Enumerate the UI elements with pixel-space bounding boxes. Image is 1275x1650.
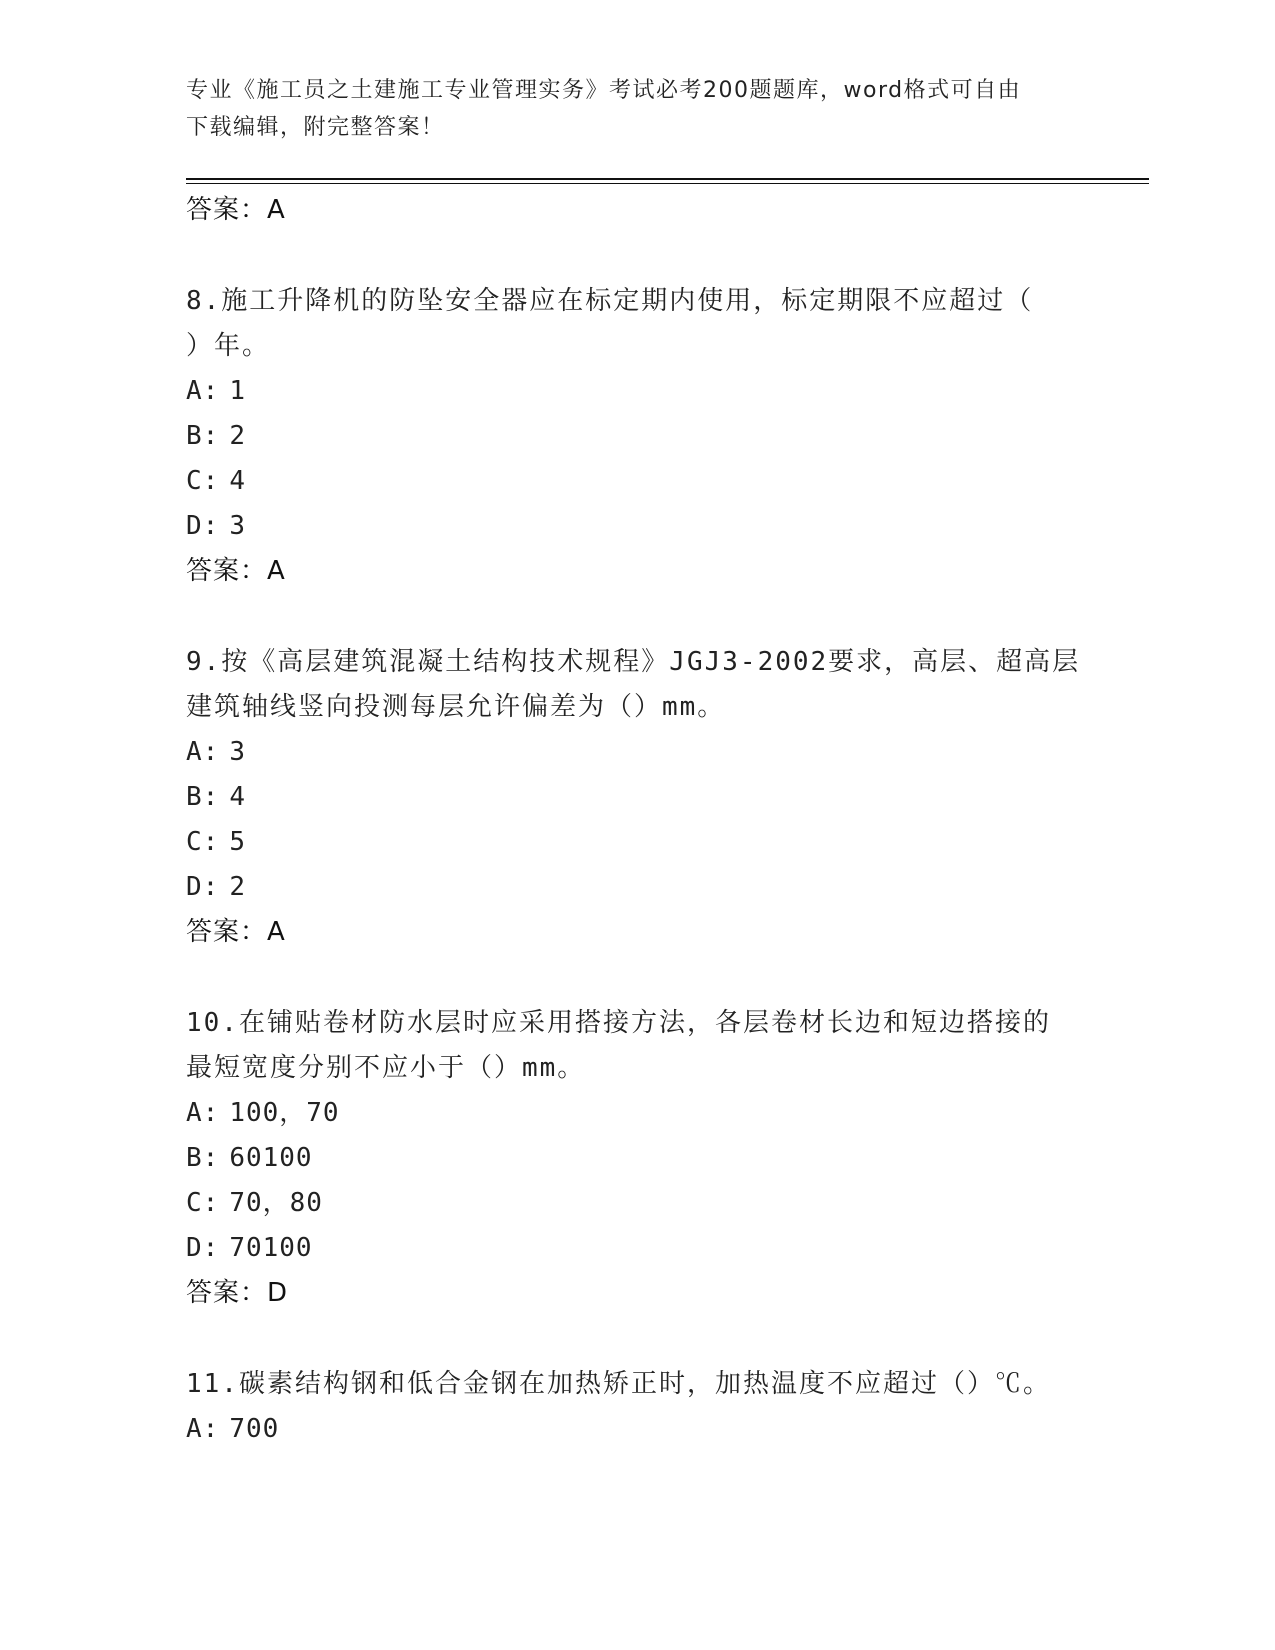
question-8 [186, 279, 1086, 594]
option-b [186, 1136, 1086, 1181]
option-label: A: [186, 1414, 220, 1444]
option-c [186, 1181, 1086, 1226]
question-text-line: 9.按《高层建筑混凝土结构技术规程》JGJ3-2002要求，高层、超高层 [186, 647, 1081, 677]
option-label: C: [186, 1188, 220, 1218]
header-divider-thick [186, 178, 1149, 180]
option-value: 3 [229, 511, 246, 541]
option-label: D: [186, 511, 220, 541]
question-text [186, 1362, 1086, 1407]
option-value: 3 [229, 737, 246, 767]
option-d [186, 1226, 1086, 1271]
question-text-line: 建筑轴线竖向投测每层允许偏差为（）mm。 [186, 692, 726, 722]
option-label: C: [186, 466, 220, 496]
option-value: 70，80 [229, 1188, 323, 1218]
question-text-line: 10.在铺贴卷材防水层时应采用搭接方法，各层卷材长边和短边搭接的 [186, 1008, 1051, 1038]
option-a [186, 1091, 1086, 1136]
option-b [186, 775, 1086, 820]
option-value: 5 [229, 827, 246, 857]
question-text-line: ）年。 [186, 331, 271, 361]
answer: 答案：A [186, 917, 286, 947]
option-d [186, 865, 1086, 910]
question-text [186, 1001, 1086, 1091]
question-9 [186, 640, 1086, 955]
question-text-line: 最短宽度分别不应小于（）mm。 [186, 1053, 586, 1083]
option-label: D: [186, 1233, 220, 1263]
option-a [186, 1407, 1086, 1452]
document-header [186, 72, 1066, 146]
option-c [186, 459, 1086, 504]
option-a [186, 369, 1086, 414]
option-value: 4 [229, 782, 246, 812]
option-value: 700 [229, 1414, 280, 1444]
option-label: B: [186, 782, 220, 812]
option-label: D: [186, 872, 220, 902]
option-label: C: [186, 827, 220, 857]
option-value: 4 [229, 466, 246, 496]
question-text-line: 11.碳素结构钢和低合金钢在加热矫正时，加热温度不应超过（）℃。 [186, 1369, 1051, 1399]
option-c [186, 820, 1086, 865]
header-line-2: 下载编辑，附完整答案！ [186, 115, 445, 140]
option-value: 1 [229, 376, 246, 406]
answer: 答案：A [186, 556, 286, 586]
option-label: B: [186, 1143, 220, 1173]
option-value: 100，70 [229, 1098, 340, 1128]
option-value: 70100 [229, 1233, 313, 1263]
option-value: 2 [229, 872, 246, 902]
option-label: B: [186, 421, 220, 451]
option-value: 60100 [229, 1143, 313, 1173]
question-10 [186, 1001, 1086, 1316]
question-text-line: 8.施工升降机的防坠安全器应在标定期内使用，标定期限不应超过（ [186, 286, 1034, 316]
option-label: A: [186, 376, 220, 406]
option-label: A: [186, 737, 220, 767]
answer: 答案：D [186, 1278, 289, 1308]
option-b [186, 414, 1086, 459]
header-divider-thin [186, 183, 1149, 184]
option-label: A: [186, 1098, 220, 1128]
option-a [186, 730, 1086, 775]
question-text [186, 279, 1086, 369]
question-11 [186, 1362, 1086, 1452]
answer-previous: 答案：A [186, 195, 286, 225]
option-d [186, 504, 1086, 549]
option-value: 2 [229, 421, 246, 451]
header-line-1: 专业《施工员之土建施工专业管理实务》考试必考200题题库，word格式可自由 [186, 78, 1022, 103]
question-text [186, 640, 1086, 730]
document-body [186, 188, 1086, 1452]
